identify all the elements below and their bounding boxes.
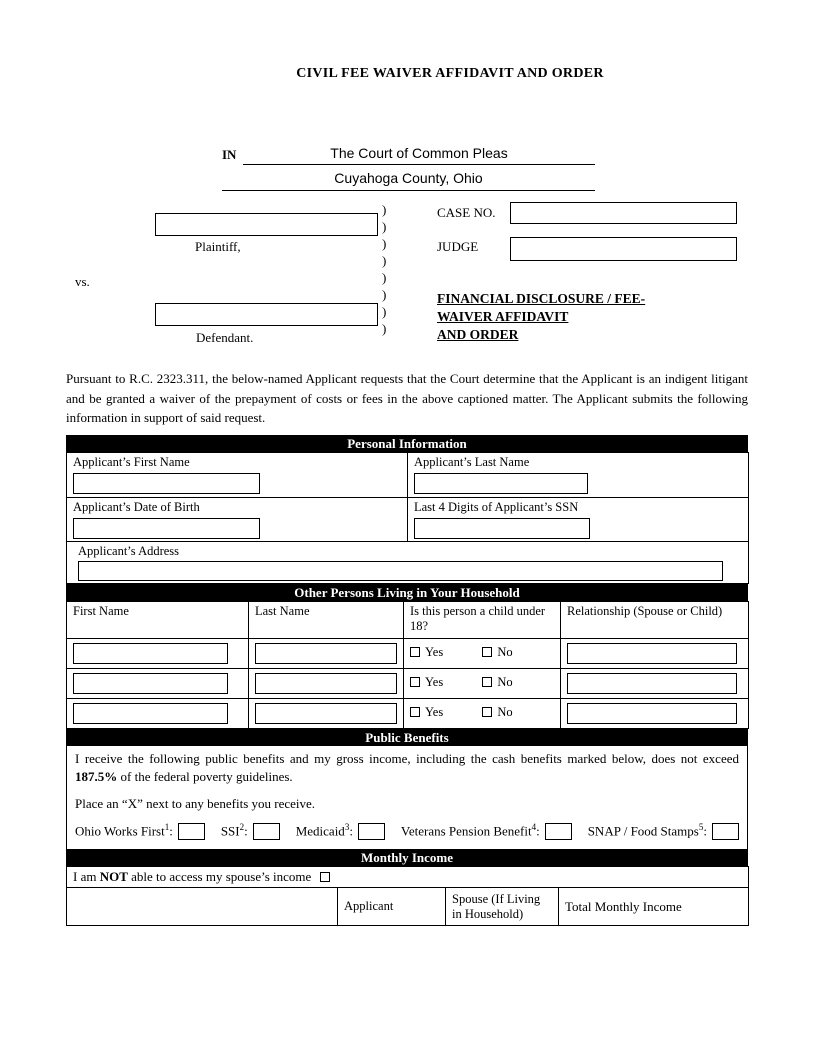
- last-name-label: Applicant’s Last Name: [414, 454, 530, 469]
- yes-label: Yes: [425, 674, 444, 689]
- page-title: CIVIL FEE WAIVER AFFIDAVIT AND ORDER: [296, 66, 604, 81]
- case-caption: [66, 200, 748, 350]
- caption-paren: ): [382, 287, 387, 302]
- household-3-relationship-input[interactable]: [567, 703, 737, 724]
- section-header-public-benefits: Public Benefits: [66, 729, 748, 746]
- spouse-access-checkbox[interactable]: [320, 872, 330, 882]
- court-name-field[interactable]: The Court of Common Pleas: [243, 145, 595, 165]
- caption-paren: ): [382, 321, 387, 336]
- last-name-cell: [408, 452, 749, 497]
- document-subtitle-line: FINANCIAL DISCLOSURE / FEE-: [437, 291, 646, 306]
- household-1-first-name-input[interactable]: [73, 643, 228, 664]
- no-label: No: [497, 644, 513, 659]
- household-3-child-yes-checkbox[interactable]: [410, 707, 420, 717]
- section-header-household: Other Persons Living in Your Household: [66, 584, 748, 601]
- household-2-first-name-input[interactable]: [73, 673, 228, 694]
- household-col-first-name: First Name: [67, 601, 249, 638]
- household-col-last-name: Last Name: [249, 601, 404, 638]
- plaintiff-label: Plaintiff,: [195, 239, 241, 254]
- caption-parens: [382, 201, 386, 337]
- household-3-first-name-input[interactable]: [73, 703, 228, 724]
- case-no-label: CASE NO.: [437, 205, 496, 220]
- benefits-paragraph: I receive the following public benefits and my gross income, including the cash benefits marked below, does not exceed 187.5% of the federal poverty guidelines.: [75, 750, 739, 784]
- yes-label: Yes: [425, 644, 444, 659]
- spouse-not-emphasis: NOT: [99, 869, 128, 885]
- table-row: [67, 497, 749, 541]
- address-label: Applicant’s Address: [78, 543, 180, 558]
- ssn-input[interactable]: [414, 518, 590, 539]
- footnote-marker: 2: [239, 821, 245, 832]
- no-label: No: [497, 704, 513, 719]
- personal-info-table: [66, 452, 749, 584]
- benefits-threshold: 187.5%: [75, 768, 118, 784]
- household-1-last-name-input[interactable]: [255, 643, 397, 664]
- household-col-child: Is this person a child under 18?: [404, 601, 561, 638]
- snap-checkbox[interactable]: [712, 823, 739, 840]
- veterans-pension-checkbox[interactable]: [545, 823, 572, 840]
- court-location-field[interactable]: Cuyahoga County, Ohio: [222, 165, 595, 191]
- footnote-marker: 5: [698, 821, 704, 832]
- defendant-name-box[interactable]: [155, 303, 378, 326]
- household-row-1: [67, 638, 749, 668]
- table-row: [67, 541, 749, 583]
- household-1-child-yes-checkbox[interactable]: [410, 647, 420, 657]
- household-1-relationship-input[interactable]: [567, 643, 737, 664]
- household-2-child-yes-checkbox[interactable]: [410, 677, 420, 687]
- monthly-income-table: [66, 866, 749, 926]
- section-header-personal-information: Personal Information: [66, 435, 748, 452]
- defendant-label: Defendant.: [196, 330, 254, 345]
- household-header-row: [67, 601, 749, 638]
- caption-paren: ): [382, 236, 387, 251]
- benefit-medicaid: Medicaid$^3$:: [296, 822, 385, 841]
- dob-input[interactable]: [73, 518, 260, 539]
- no-label: No: [497, 674, 513, 689]
- ssi-checkbox[interactable]: [253, 823, 280, 840]
- public-benefits-body: [66, 746, 748, 850]
- yes-label: Yes: [425, 704, 444, 719]
- benefit-veterans-pension: Veterans Pension Benefit$^4$:: [401, 822, 572, 841]
- caption-paren: ): [382, 219, 387, 234]
- household-3-child-no-checkbox[interactable]: [482, 707, 492, 717]
- mi-col-empty: [67, 888, 338, 926]
- affidavit-form: [66, 435, 748, 927]
- vs-label: vs.: [75, 274, 90, 289]
- intro-paragraph: Pursuant to R.C. 2323.311, the below-named Applicant requests that the Court determine that the Applicant is an indigent litigant and be granted a waiver of the prepayment of costs or fees in the above captioned matter. The Applicant submits the following information in support of said request.: [66, 371, 748, 425]
- mi-col-spouse: Spouse (If Living in Household): [446, 888, 559, 926]
- household-row-2: [67, 668, 749, 698]
- judge-label: JUDGE: [437, 239, 479, 254]
- address-cell: [67, 541, 749, 583]
- dob-label: Applicant’s Date of Birth: [73, 499, 200, 514]
- dob-cell: [67, 497, 408, 541]
- case-no-box[interactable]: [510, 202, 737, 224]
- ssn-cell: [408, 497, 749, 541]
- court-line-1: [222, 140, 595, 165]
- plaintiff-name-box[interactable]: [155, 213, 378, 236]
- benefit-ohio-works-first: Ohio Works First$^1$:: [75, 822, 205, 841]
- household-col-relationship: Relationship (Spouse or Child): [561, 601, 749, 638]
- footnote-marker: 4: [531, 821, 537, 832]
- in-label: IN: [222, 147, 237, 162]
- benefit-ssi: SSI$^2$:: [221, 822, 280, 841]
- ssn-label: Last 4 Digits of Applicant’s SSN: [414, 499, 579, 514]
- household-2-relationship-input[interactable]: [567, 673, 737, 694]
- caption-paren: ): [382, 304, 387, 319]
- household-2-child-no-checkbox[interactable]: [482, 677, 492, 687]
- judge-box[interactable]: [510, 237, 737, 261]
- document-subtitle-line: WAIVER AFFIDAVIT: [437, 309, 569, 324]
- table-row: [67, 452, 749, 497]
- spouse-access-row: I am NOT able to access my spouse’s income: [67, 867, 749, 888]
- caption-paren: ): [382, 270, 387, 285]
- section-header-monthly-income: Monthly Income: [66, 849, 748, 866]
- monthly-income-header-row: [67, 888, 749, 926]
- caption-paren: ): [382, 253, 387, 268]
- document-subtitle-line: AND ORDER: [437, 327, 519, 342]
- first-name-label: Applicant’s First Name: [73, 454, 190, 469]
- household-2-last-name-input[interactable]: [255, 673, 397, 694]
- caption-paren: ): [382, 202, 387, 217]
- last-name-input[interactable]: [414, 473, 588, 494]
- medicaid-checkbox[interactable]: [358, 823, 385, 840]
- ohio-works-first-checkbox[interactable]: [178, 823, 205, 840]
- first-name-cell: [67, 452, 408, 497]
- household-row-3: [67, 698, 749, 728]
- document-subtitle: [437, 290, 699, 344]
- first-name-input[interactable]: [73, 473, 260, 494]
- benefits-instruction: Place an “X” next to any benefits you receive.: [75, 795, 316, 811]
- court-heading: [222, 140, 595, 191]
- benefit-snap: SNAP / Food Stamps$^5$:: [588, 822, 739, 841]
- footnote-marker: 1: [164, 821, 170, 832]
- mi-col-applicant: Applicant: [338, 888, 446, 926]
- benefits-row: [67, 812, 747, 850]
- household-1-child-no-checkbox[interactable]: [482, 647, 492, 657]
- household-3-last-name-input[interactable]: [255, 703, 397, 724]
- mi-col-total: Total Monthly Income: [559, 888, 749, 926]
- footnote-marker: 3: [344, 821, 350, 832]
- document-page: [66, 0, 748, 926]
- address-input[interactable]: [78, 561, 723, 581]
- household-table: [66, 601, 749, 729]
